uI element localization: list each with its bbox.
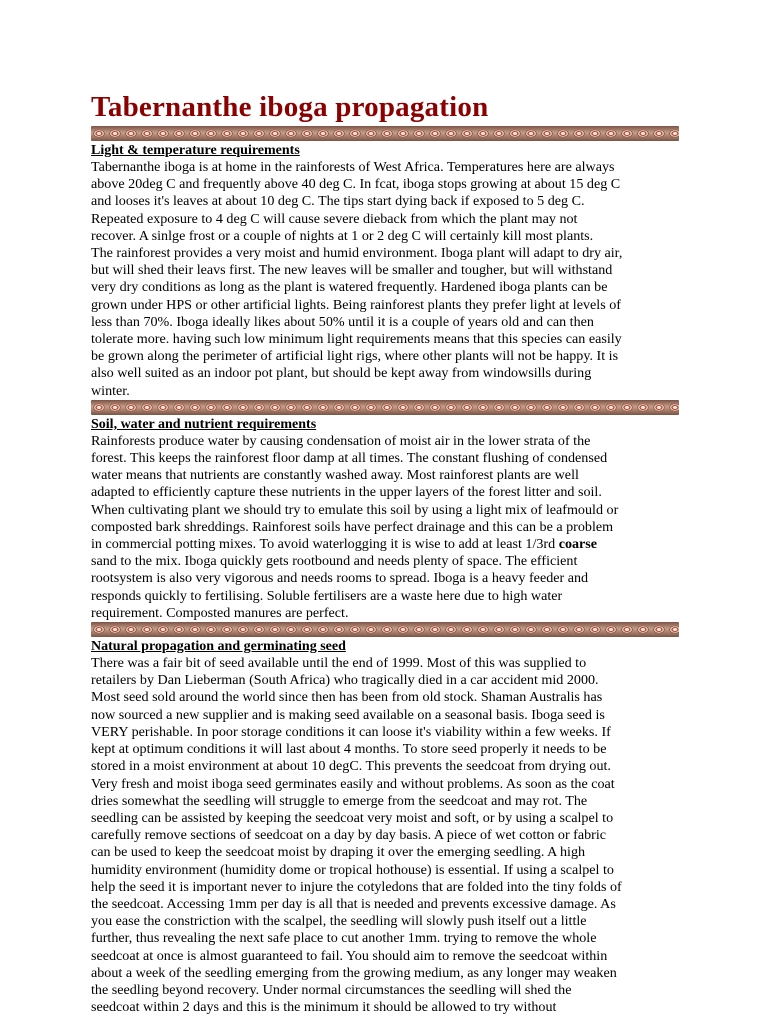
text-line: now sourced a new supplier and is making seed available on a seasonal basis. Iboga seed is [91, 706, 605, 723]
text-line: further, thus revealing the next safe place to cut another 1mm. trying to remove the whole [91, 930, 597, 947]
text-line: forest. This keeps the rainforest floor damp at all times. The constant flushing of condensed [91, 450, 608, 467]
text-line: Most seed sold around the world since then has been from old stock. Shaman Australis has [91, 689, 603, 706]
page-title: Tabernanthe iboga propagation [91, 91, 489, 123]
text-line: also well suited as an indoor pot plant, but should be kept away from windowsills during [91, 365, 592, 382]
text-line: can be used to keep the seedcoat moist by draping it over the emerging seedling. A high [91, 844, 586, 861]
text-line: stored in a moist environment at about 10 degC. This prevents the seedcoat from drying out. [91, 758, 611, 775]
text-line: you ease the constriction with the scalpel, the seedling will slowly push itself out a little [91, 913, 587, 930]
text-line: winter. [91, 382, 130, 399]
section-heading: Soil, water and nutrient requirements [91, 416, 317, 432]
text-line: seedling can be assisted by keeping the seedcoat very moist and soft, or by using a scalpel to [91, 809, 614, 826]
text-line: the seedling beyond recovery. Under normal circumstances the seedling will shed the [91, 981, 572, 998]
text-line: seedcoat within 2 days and this is the minimum it should be allowed to try without [91, 999, 557, 1016]
decorative-divider [91, 622, 679, 637]
text-line-start: in commercial potting mixes. To avoid waterlogging it is wise to add at least 1/3rd [91, 536, 559, 553]
text-line: Tabernanthe iboga is at home in the rainforests of West Africa. Temperatures here are always [91, 159, 615, 175]
section-natural-propagation [91, 638, 679, 1016]
text-line: grown under HPS or other artificial lights. Being rainforest plants they prefer light at levels of [91, 296, 621, 313]
bold-word: coarse [558, 536, 598, 553]
section-light-temperature [91, 142, 679, 400]
section-body [91, 433, 679, 622]
text-line: and looses it's leaves at about 10 deg C. The tips start dying back if exposed to 5 deg C. [91, 193, 585, 210]
text-line: dries somewhat the seedling will struggle to emerge from the seedcoat and may rot. The [91, 792, 588, 809]
document-page [91, 88, 679, 1016]
text-line: rootsystem is also very vigorous and needs rooms to spread. Iboga is a heavy feeder and [91, 570, 589, 587]
text-line: Very fresh and moist iboga seed germinates easily and without problems. As soon as the coat [91, 775, 615, 792]
section-heading: Natural propagation and germinating seed [91, 639, 346, 655]
section-body [91, 159, 679, 400]
text-line: Rainforests produce water by causing condensation of moist air in the lower strata of the [91, 432, 591, 449]
section-soil-water-nutrients [91, 416, 679, 622]
decorative-divider [91, 400, 679, 415]
text-line: recover. A sinlge frost or a couple of nights at 1 or 2 deg C will certainly kill most plants. [91, 227, 594, 244]
text-line: requirement. Composted manures are perfect. [91, 604, 349, 621]
text-line: adapted to efficiently capture these nutrients in the upper layers of the forest litter and soil. [91, 484, 602, 501]
text-line: the seedcoat. Accessing 1mm per day is all that is needed and prevents excessive damage. As [91, 895, 616, 912]
text-line: responds quickly to fertilising. Soluble fertilisers are a waste here due to high water [91, 587, 563, 604]
text-line: water means that nutrients are constantly washed away. Most rainforest plants are well [91, 467, 579, 484]
text-line: be grown along the perimeter of artificial light rigs, where other plants will not be happy. It is [91, 348, 619, 365]
text-line: Repeated exposure to 4 deg C will cause severe dieback from which the plant may not [91, 210, 578, 227]
text-line: The rainforest provides a very moist and humid environment. Iboga plant will adapt to dry air, [91, 245, 623, 262]
text-line: help the seed it is important never to injure the cotyledons that are folded into the tiny folds of [91, 878, 622, 895]
text-line: VERY perishable. In poor storage conditions it can loose it's viability within a few weeks. If [91, 723, 611, 740]
text-line: about a week of the seedling emerging from the growing medium, as any longer may weaken [91, 964, 617, 981]
section-body [91, 655, 679, 1016]
text-line: less than 70%. Iboga ideally likes about 50% until it is a couple of years old and can then [91, 313, 594, 330]
text-line [91, 536, 679, 553]
text-line: There was a fair bit of seed available until the end of 1999. Most of this was supplied to [91, 655, 587, 672]
text-line: kept at optimum conditions it will last about 4 months. To store seed properly it needs to be [91, 741, 607, 758]
text-line: retailers by Dan Lieberman (South Africa) who tragically died in a car accident mid 2000. [91, 672, 599, 689]
text-line: seedcoat at once is almost guaranteed to fail. You should aim to remove the seedcoat within [91, 947, 608, 964]
section-heading: Light & temperature requirements [91, 143, 300, 158]
text-line: above 20deg C and frequently above 40 deg C. In fcat, iboga stops growing at about 15 deg C [91, 176, 621, 193]
decorative-divider [91, 126, 679, 141]
text-line: but will shed their leavs first. The new leaves will be smaller and tougher, but will withstand [91, 262, 613, 279]
text-line: When cultivating plant we should try to emulate this soil by using a light mix of leafmould or [91, 501, 619, 518]
text-line: carefully remove sections of seedcoat on a day by day basis. A piece of wet cotton or fabric [91, 827, 607, 844]
text-line: tolerate more. having such low minimum light requirements means that this species can easily [91, 331, 622, 348]
text-line: sand to the mix. Iboga quickly gets rootbound and needs plenty of space. The efficient [91, 553, 578, 570]
text-line: humidity environment (humidity dome or tropical hothouse) is essential. If using a scalpel to [91, 861, 614, 878]
text-line: composted bark shreddings. Rainforest soils have perfect drainage and this can be a problem [91, 518, 614, 535]
text-line: very dry conditions as long as the plant is watered frequently. Hardened iboga plants can be [91, 279, 608, 296]
